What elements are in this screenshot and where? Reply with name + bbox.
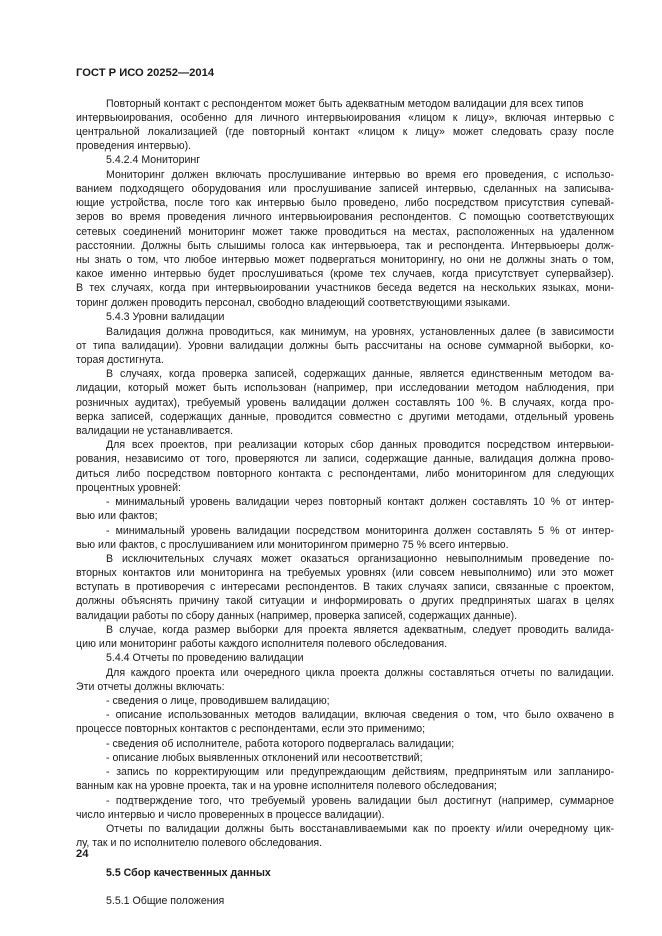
text-line: валидации работы по сбору данных (например, проверка записей, содержащих данные).: [76, 610, 518, 622]
text-line: - запись по корректирующим или предупреждающим действиям, предпринятым или запланиро-: [106, 766, 614, 778]
text-line: 5.5.1 Общие положения: [106, 895, 225, 907]
text-line: 5.4.4 Отчеты по проведению валидации: [106, 652, 304, 664]
text-line: ны знать о том, что любое интервью может подвергаться мониторингу, но они не должны знать о том,: [76, 254, 614, 266]
text-line: ющие устройства, после того как интервью было проведено, либо посредством присутствия супевай-: [76, 197, 614, 209]
text-line: 5.4.2.4 Мониторинг: [106, 154, 201, 166]
text-line: цию или мониторинг работы каждого исполнителя полевого обследования.: [76, 638, 448, 650]
text-line: - минимальный уровень валидации через повторный контакт должен составлять 10 % от интер-: [106, 496, 614, 508]
text-line: должны объяснять причину такой ситуации и информировать о других предпринятых шагах в целях: [76, 595, 614, 607]
text-line: Повторный контакт с респондентом может быть адекватным методом валидации для всех типов: [106, 98, 584, 110]
text-line: рования, независимо от того, проверяются ли записи, содержащие данные, валидация должна прово-: [76, 453, 614, 465]
text-line: В исключительных случаях может оказаться организационно невыполнимым проведение по-: [106, 553, 614, 565]
text-line: - сведения о лице, проводившем валидацию;: [106, 695, 330, 707]
text-line: - подтверждение того, что требуемый уровень валидации был достигнут (например, суммарное: [106, 795, 614, 807]
text-line: Для каждого проекта или очередного цикла проекта должны составляться отчеты по валидации.: [106, 667, 614, 679]
running-header: ГОСТ Р ИСО 20252—2014: [76, 67, 215, 79]
text-line: интервьюирования, особенно для личного интервьюирования «лицом к лицу», включая интервью с: [76, 112, 614, 124]
text-line: диться либо посредством повторного контакта с респондентами, либо мониторингом для следующих: [76, 468, 614, 480]
text-line: вью или фактов, с прослушиванием или мониторингом примерно 75 % всего интервью.: [76, 539, 509, 551]
text-line: вторных контактов или мониторинга на требуемых уровнях (или совсем невыполнимо) или это может: [76, 567, 614, 579]
text-line: лу, так и по исполнителю полевого обследования.: [76, 837, 323, 849]
text-line: какое именно интервью будет прослушиваться (кроме тех случаев, когда присутствует супервайзер).: [76, 268, 614, 280]
text-line: В тех случаях, когда при интервьюировании участников беседа ведется на нескольких языках, мони-: [76, 282, 614, 294]
text-line: лидации, который может быть использован (например, при исследовании методом наблюдения, при: [76, 382, 614, 394]
text-line: ванием подходящего оборудования или прослушивание записей интервью, сделанных на записыва-: [76, 183, 614, 195]
text-line: 5.4.3 Уровни валидации: [106, 311, 225, 323]
text-line: ванным как на уровне проекта, так и на уровне исполнителя полевого обследования;: [76, 780, 497, 792]
text-line: зеров во время проведения личного интервьюирования респондентов. С помощью соответствующих: [76, 211, 614, 223]
page-number: 24: [76, 848, 89, 860]
text-line: процессе повторных контактов с респондентами, если это применимо;: [76, 723, 426, 735]
text-line: вступать в противоречия с интересами респондентов. В таких случаях записи, связанные с проектом,: [76, 581, 614, 593]
text-line: проведения интервью).: [76, 140, 192, 152]
text-line: Мониторинг должен включать прослушивание интервью во время его проведения, с использо-: [106, 169, 614, 181]
text-line: верка записей, содержащих данные, проводится совместно с другими методами, отдельный уровень: [76, 411, 614, 423]
text-line: от типа валидации). Уровни валидации должны быть рассчитаны на основе суммарной выборки, ко-: [76, 340, 614, 352]
text-line: Отчеты по валидации должны быть восстанавливаемыми как по проекту и/или очередному цик-: [106, 823, 614, 835]
text-line: число интервью и число проверенных в процессе валидации).: [76, 809, 385, 821]
text-line: Валидация должна проводиться, как минимум, на уровнях, установленных далее (в зависимости: [106, 326, 614, 338]
text-line: Для всех проектов, при реализации которых сбор данных проводится посредством интервьюи-: [106, 439, 614, 451]
text-line: - описание использованных методов валидации, включая сведения о том, что было охвачено в: [106, 709, 614, 721]
text-line: расстоянии. Должны быть слышимы голоса как интервьюера, так и респондента. Интервьюеры долж-: [76, 240, 614, 252]
text-line: вью или фактов;: [76, 510, 158, 522]
text-line: процентных уровней:: [76, 482, 181, 494]
text-line: розничных аудитах), требуемый уровень валидации должен составлять 100 %. В случаях, когда про-: [76, 397, 614, 409]
section-heading: 5.5 Сбор качественных данных: [106, 867, 271, 879]
text-line: Эти отчеты должны включать:: [76, 681, 225, 693]
text-line: центральной локализацией (где повторный контакт «лицом к лицу» может следовать сразу после: [76, 126, 614, 138]
text-line: В случае, когда размер выборки для проекта является адекватным, следует проводить валида-: [106, 624, 614, 636]
text-line: - описание любых выявленных отклонений или несоответствий;: [106, 752, 423, 764]
text-line: валидации не устанавливается.: [76, 425, 234, 437]
text-line: - минимальный уровень валидации посредством мониторинга должен составлять 5 % от интер-: [106, 525, 614, 537]
text-line: торая достигнута.: [76, 354, 164, 366]
text-line: В случаях, когда проверка записей, содержащих данные, является единственным методом ва-: [106, 368, 614, 380]
text-line: торинг должен проводить персонал, свободно владеющий соответствующими языками.: [76, 297, 511, 309]
text-line: - сведения об исполнителе, работа которого подвергалась валидации;: [106, 738, 455, 750]
text-line: сетевых соединений мониторинг может также проводиться на местах, расположенных на удаленном: [76, 226, 614, 238]
